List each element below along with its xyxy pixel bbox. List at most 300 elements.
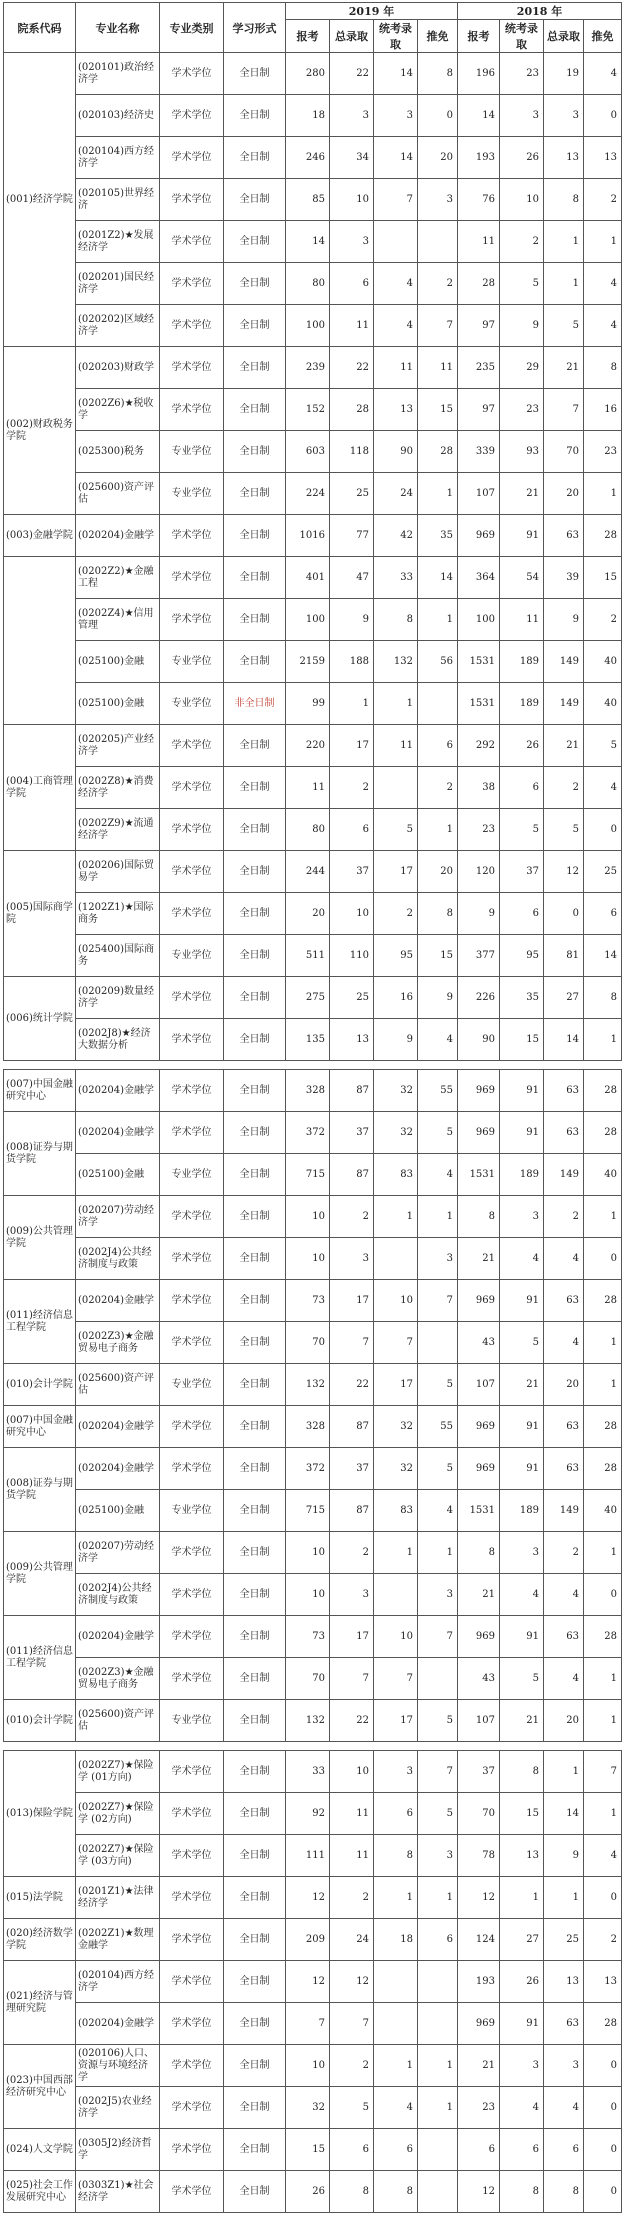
category-cell: 学术学位 (160, 1406, 224, 1448)
value-2018: 5 (544, 305, 584, 347)
value-2018: 0 (584, 2129, 622, 2171)
value-2018: 9 (500, 305, 544, 347)
table-row (4, 1448, 622, 1490)
major-cell: (025100)金融 (76, 641, 160, 683)
value-2019: 7 (330, 1322, 374, 1364)
table-row (4, 599, 622, 641)
value-2018: 93 (500, 431, 544, 473)
value-2018: 4 (544, 1322, 584, 1364)
category-cell: 学术学位 (160, 599, 224, 641)
value-2019: 132 (286, 1700, 330, 1742)
value-2018: 28 (584, 1448, 622, 1490)
value-2018: 193 (458, 1961, 500, 2003)
category-cell: 学术学位 (160, 1574, 224, 1616)
school-cell: (009)公共管理学院 (4, 1532, 76, 1616)
major-cell: (0202Z3)★金融贸易电子商务 (76, 1658, 160, 1700)
value-2019: 2 (330, 767, 374, 809)
header-major: 专业名称 (76, 3, 160, 53)
value-2018: 6 (458, 2129, 500, 2171)
value-2019: 135 (286, 1019, 330, 1061)
value-2019: 3 (330, 95, 374, 137)
value-2018: 21 (458, 1238, 500, 1280)
value-2019: 12 (330, 1961, 374, 2003)
value-2018: 25 (544, 1919, 584, 1961)
value-2019: 10 (330, 1751, 374, 1793)
value-2018: 6 (584, 893, 622, 935)
value-2019: 10 (374, 1616, 418, 1658)
value-2019: 1 (418, 1532, 458, 1574)
value-2018: 63 (544, 1616, 584, 1658)
category-cell: 学术学位 (160, 1112, 224, 1154)
value-2019: 32 (286, 2087, 330, 2129)
mode-cell: 全日制 (224, 347, 286, 389)
value-2019: 603 (286, 431, 330, 473)
value-2018: 4 (544, 2087, 584, 2129)
table-row (4, 1280, 622, 1322)
value-2019 (374, 1574, 418, 1616)
value-2018: 26 (500, 137, 544, 179)
header-exempt-2018: 推免 (584, 20, 622, 53)
value-2018: 37 (458, 1751, 500, 1793)
major-cell: (0202Z7)★保险学 (01方向) (76, 1751, 160, 1793)
value-2018: 0 (544, 893, 584, 935)
value-2019: 37 (330, 1448, 374, 1490)
value-2018: 1531 (458, 1154, 500, 1196)
value-2018: 28 (584, 1616, 622, 1658)
mode-cell: 全日制 (224, 977, 286, 1019)
value-2019: 85 (286, 179, 330, 221)
mode-cell: 全日制 (224, 473, 286, 515)
value-2019: 111 (286, 1835, 330, 1877)
value-2019: 13 (330, 1019, 374, 1061)
value-2018: 21 (458, 1574, 500, 1616)
value-2019: 20 (418, 851, 458, 893)
value-2018: 0 (584, 2087, 622, 2129)
value-2018: 95 (500, 935, 544, 977)
value-2018: 5 (500, 263, 544, 305)
value-2019: 11 (418, 347, 458, 389)
value-2018: 1531 (458, 683, 500, 725)
value-2019: 37 (330, 1112, 374, 1154)
value-2019: 275 (286, 977, 330, 1019)
value-2019: 4 (418, 1154, 458, 1196)
major-cell: (020104)西方经济学 (76, 137, 160, 179)
value-2018: 14 (544, 1793, 584, 1835)
mode-cell: 全日制 (224, 1793, 286, 1835)
school-cell: (010)会计学院 (4, 1364, 76, 1406)
table-row (4, 1961, 622, 2003)
category-cell: 学术学位 (160, 1070, 224, 1112)
major-cell: (020205)产业经济学 (76, 725, 160, 767)
value-2019: 328 (286, 1406, 330, 1448)
major-cell: (025100)金融 (76, 683, 160, 725)
value-2018: 23 (500, 389, 544, 431)
category-cell: 学术学位 (160, 1019, 224, 1061)
value-2019: 2 (418, 767, 458, 809)
value-2019: 280 (286, 53, 330, 95)
table-row (4, 431, 622, 473)
table-row (4, 1877, 622, 1919)
value-2019: 372 (286, 1112, 330, 1154)
value-2018: 3 (544, 95, 584, 137)
value-2018: 969 (458, 1070, 500, 1112)
table-row (4, 1751, 622, 1793)
value-2019: 3 (374, 95, 418, 137)
major-cell: (020207)劳动经济学 (76, 1196, 160, 1238)
value-2019: 1 (418, 2087, 458, 2129)
value-2019: 70 (286, 1322, 330, 1364)
value-2019: 32 (374, 1070, 418, 1112)
value-2018: 1531 (458, 641, 500, 683)
value-2018: 43 (458, 1322, 500, 1364)
value-2018: 4 (584, 767, 622, 809)
value-2018: 107 (458, 473, 500, 515)
value-2018: 149 (544, 1490, 584, 1532)
value-2018: 11 (500, 599, 544, 641)
value-2019: 7 (418, 1616, 458, 1658)
value-2018: 12 (458, 1877, 500, 1919)
value-2019: 87 (330, 1154, 374, 1196)
table-row (4, 1490, 622, 1532)
major-cell: (020202)区域经济学 (76, 305, 160, 347)
mode-cell: 全日制 (224, 1154, 286, 1196)
school-cell: (011)经济信息工程学院 (4, 1280, 76, 1364)
category-cell: 学术学位 (160, 1919, 224, 1961)
value-2018: 3 (500, 1532, 544, 1574)
mode-cell: 全日制 (224, 1196, 286, 1238)
table-row (4, 1112, 622, 1154)
mode-cell: 全日制 (224, 1280, 286, 1322)
major-cell: (020201)国民经济学 (76, 263, 160, 305)
value-2018: 14 (544, 1019, 584, 1061)
value-2019: 11 (330, 1835, 374, 1877)
value-2019: 2 (330, 1196, 374, 1238)
major-cell: (020204)金融学 (76, 1616, 160, 1658)
value-2018: 8 (544, 2171, 584, 2213)
value-2019: 7 (330, 2003, 374, 2045)
value-2018: 8 (584, 977, 622, 1019)
major-cell: (020106)人口、资源与环境经济学 (76, 2045, 160, 2087)
mode-cell: 全日制 (224, 389, 286, 431)
mode-cell: 全日制 (224, 809, 286, 851)
value-2019: 70 (286, 1658, 330, 1700)
value-2018: 28 (458, 263, 500, 305)
value-2019: 3 (374, 1751, 418, 1793)
value-2019: 1 (418, 599, 458, 641)
value-2018: 124 (458, 1919, 500, 1961)
value-2019: 6 (418, 725, 458, 767)
value-2018: 28 (584, 1070, 622, 1112)
value-2018: 23 (584, 431, 622, 473)
value-2018: 19 (544, 53, 584, 95)
value-2018: 7 (544, 389, 584, 431)
value-2018: 23 (458, 2087, 500, 2129)
major-cell: (0303Z1)★社会经济学 (76, 2171, 160, 2213)
mode-cell: 全日制 (224, 1835, 286, 1877)
value-2018: 91 (500, 1448, 544, 1490)
value-2018: 8 (544, 179, 584, 221)
value-2018: 0 (584, 1574, 622, 1616)
mode-cell: 全日制 (224, 725, 286, 767)
value-2018: 91 (500, 1406, 544, 1448)
category-cell: 学术学位 (160, 2171, 224, 2213)
mode-cell: 全日制 (224, 2087, 286, 2129)
category-cell: 专业学位 (160, 641, 224, 683)
value-2018: 27 (544, 977, 584, 1019)
value-2019: 80 (286, 263, 330, 305)
school-cell (4, 557, 76, 725)
enrollment-table-wrapper (3, 2, 621, 2213)
major-cell: (020103)经济史 (76, 95, 160, 137)
major-cell: (025600)资产评估 (76, 1364, 160, 1406)
value-2018: 78 (458, 1835, 500, 1877)
major-cell: (020204)金融学 (76, 1112, 160, 1154)
value-2018: 189 (500, 1154, 544, 1196)
value-2019: 14 (286, 221, 330, 263)
category-cell: 学术学位 (160, 557, 224, 599)
value-2019: 17 (374, 1700, 418, 1742)
value-2019: 87 (330, 1070, 374, 1112)
major-cell: (025300)税务 (76, 431, 160, 473)
value-2019: 100 (286, 599, 330, 641)
table-row (4, 1196, 622, 1238)
value-2018: 13 (544, 1961, 584, 2003)
value-2019: 32 (374, 1112, 418, 1154)
value-2019: 224 (286, 473, 330, 515)
value-2018: 91 (500, 1280, 544, 1322)
value-2019: 25 (330, 977, 374, 1019)
school-cell: (015)法学院 (4, 1877, 76, 1919)
value-2018: 8 (500, 2171, 544, 2213)
value-2018: 4 (500, 1574, 544, 1616)
value-2019: 2159 (286, 641, 330, 683)
value-2019: 92 (286, 1793, 330, 1835)
value-2019: 77 (330, 515, 374, 557)
value-2018: 15 (584, 557, 622, 599)
major-cell: (020204)金融学 (76, 2003, 160, 2045)
table-row (4, 2129, 622, 2171)
table-row (4, 683, 622, 725)
value-2019: 14 (374, 53, 418, 95)
value-2019: 35 (418, 515, 458, 557)
category-cell: 学术学位 (160, 179, 224, 221)
value-2018: 40 (584, 1154, 622, 1196)
category-cell: 专业学位 (160, 1364, 224, 1406)
value-2019: 3 (418, 1835, 458, 1877)
value-2019: 7 (418, 1751, 458, 1793)
value-2018: 63 (544, 1070, 584, 1112)
major-cell: (020209)数量经济学 (76, 977, 160, 1019)
mode-cell: 全日制 (224, 1961, 286, 2003)
value-2019: 10 (286, 2045, 330, 2087)
value-2018: 1 (544, 263, 584, 305)
value-2019: 34 (330, 137, 374, 179)
value-2019: 99 (286, 683, 330, 725)
value-2019: 87 (330, 1490, 374, 1532)
category-cell: 专业学位 (160, 473, 224, 515)
value-2019: 7 (374, 1658, 418, 1700)
table-row (4, 2171, 622, 2213)
value-2018: 63 (544, 2003, 584, 2045)
value-2019: 16 (374, 977, 418, 1019)
value-2019: 80 (286, 809, 330, 851)
school-cell: (023)中国西部经济研究中心 (4, 2045, 76, 2129)
school-cell: (005)国际商学院 (4, 851, 76, 977)
value-2019: 14 (418, 557, 458, 599)
school-cell: (001)经济学院 (4, 53, 76, 347)
value-2019: 47 (330, 557, 374, 599)
value-2019 (418, 683, 458, 725)
major-cell: (0202Z7)★保险学 (03方向) (76, 1835, 160, 1877)
value-2019: 20 (418, 137, 458, 179)
value-2018: 21 (500, 473, 544, 515)
value-2019: 8 (374, 2171, 418, 2213)
major-cell: (0202Z7)★保险学 (02方向) (76, 1793, 160, 1835)
table-row (4, 1154, 622, 1196)
category-cell: 学术学位 (160, 851, 224, 893)
section-separator (4, 1742, 622, 1751)
value-2018: 4 (544, 1574, 584, 1616)
value-2019: 90 (374, 431, 418, 473)
value-2018: 193 (458, 137, 500, 179)
category-cell: 学术学位 (160, 767, 224, 809)
category-cell: 学术学位 (160, 515, 224, 557)
value-2018: 6 (500, 2129, 544, 2171)
value-2018: 21 (500, 1364, 544, 1406)
value-2019: 511 (286, 935, 330, 977)
value-2019: 8 (374, 599, 418, 641)
major-cell: (0202Z3)★金融贸易电子商务 (76, 1322, 160, 1364)
value-2018: 1 (584, 1700, 622, 1742)
value-2018: 149 (544, 641, 584, 683)
value-2018: 63 (544, 1448, 584, 1490)
value-2019: 6 (418, 1919, 458, 1961)
value-2018: 13 (584, 1961, 622, 2003)
mode-cell: 全日制 (224, 1322, 286, 1364)
category-cell: 学术学位 (160, 263, 224, 305)
value-2018: 292 (458, 725, 500, 767)
header-mode: 学习形式 (224, 3, 286, 53)
value-2019: 87 (330, 1406, 374, 1448)
value-2018: 2 (544, 1196, 584, 1238)
header-exam-2018: 统考录取 (500, 20, 544, 53)
value-2018: 6 (500, 767, 544, 809)
value-2019: 7 (286, 2003, 330, 2045)
value-2018: 21 (458, 2045, 500, 2087)
value-2019: 7 (374, 1322, 418, 1364)
value-2018: 90 (458, 1019, 500, 1061)
header-admit-2018: 总录取 (544, 20, 584, 53)
value-2019: 11 (374, 347, 418, 389)
value-2018: 8 (458, 1532, 500, 1574)
table-row (4, 1919, 622, 1961)
value-2018: 35 (500, 977, 544, 1019)
category-cell: 专业学位 (160, 1154, 224, 1196)
mode-cell: 全日制 (224, 599, 286, 641)
major-cell: (0202Z6)★税收学 (76, 389, 160, 431)
value-2019: 22 (330, 1364, 374, 1406)
category-cell: 学术学位 (160, 305, 224, 347)
value-2018: 28 (584, 515, 622, 557)
value-2019: 83 (374, 1490, 418, 1532)
value-2019: 1 (330, 683, 374, 725)
value-2019: 10 (330, 893, 374, 935)
value-2019: 4 (418, 1019, 458, 1061)
table-header (4, 3, 622, 53)
school-cell: (002)财政税务学院 (4, 347, 76, 515)
value-2018: 969 (458, 1448, 500, 1490)
value-2019: 1 (374, 1532, 418, 1574)
table-row (4, 557, 622, 599)
school-cell: (008)证券与期货学院 (4, 1112, 76, 1196)
value-2019: 2 (330, 2045, 374, 2087)
value-2019: 15 (418, 935, 458, 977)
value-2019: 33 (286, 1751, 330, 1793)
school-cell: (003)金融学院 (4, 515, 76, 557)
value-2019: 5 (330, 2087, 374, 2129)
value-2019 (418, 1322, 458, 1364)
value-2018: 0 (584, 809, 622, 851)
value-2019: 132 (286, 1364, 330, 1406)
major-cell: (020101)政治经济学 (76, 53, 160, 95)
value-2018: 43 (458, 1658, 500, 1700)
value-2018: 25 (584, 851, 622, 893)
value-2019: 7 (330, 1658, 374, 1700)
category-cell: 学术学位 (160, 977, 224, 1019)
value-2019: 1 (374, 1196, 418, 1238)
table-row (4, 305, 622, 347)
value-2018: 14 (458, 95, 500, 137)
school-cell: (007)中国金融研究中心 (4, 1070, 76, 1112)
value-2018: 0 (584, 1238, 622, 1280)
value-2019: 4 (418, 1490, 458, 1532)
value-2018: 1 (584, 1322, 622, 1364)
value-2019: 100 (286, 305, 330, 347)
value-2019: 1 (418, 2045, 458, 2087)
major-cell: (0202Z9)★流通经济学 (76, 809, 160, 851)
mode-cell: 全日制 (224, 851, 286, 893)
value-2019: 209 (286, 1919, 330, 1961)
table-row (4, 263, 622, 305)
value-2018: 189 (500, 641, 544, 683)
table-row (4, 473, 622, 515)
value-2019: 1 (418, 1877, 458, 1919)
major-cell: (0202Z8)★消费经济学 (76, 767, 160, 809)
value-2019: 22 (330, 1700, 374, 1742)
value-2018: 70 (544, 431, 584, 473)
value-2019: 5 (418, 1793, 458, 1835)
category-cell: 学术学位 (160, 1793, 224, 1835)
school-cell: (025)社会工作发展研究中心 (4, 2171, 76, 2213)
major-cell: (025600)资产评估 (76, 1700, 160, 1742)
school-cell: (011)经济信息工程学院 (4, 1616, 76, 1700)
mode-cell: 全日制 (224, 431, 286, 473)
value-2018: 11 (458, 221, 500, 263)
value-2019: 6 (330, 809, 374, 851)
value-2018: 2 (584, 179, 622, 221)
category-cell: 学术学位 (160, 2045, 224, 2087)
category-cell: 学术学位 (160, 2003, 224, 2045)
value-2018: 1 (544, 1751, 584, 1793)
value-2018: 3 (500, 2045, 544, 2087)
value-2019: 15 (286, 2129, 330, 2171)
value-2019: 11 (374, 725, 418, 767)
table-row (4, 1070, 622, 1112)
value-2018: 91 (500, 2003, 544, 2045)
value-2019: 246 (286, 137, 330, 179)
value-2018: 3 (500, 95, 544, 137)
table-row (4, 1406, 622, 1448)
